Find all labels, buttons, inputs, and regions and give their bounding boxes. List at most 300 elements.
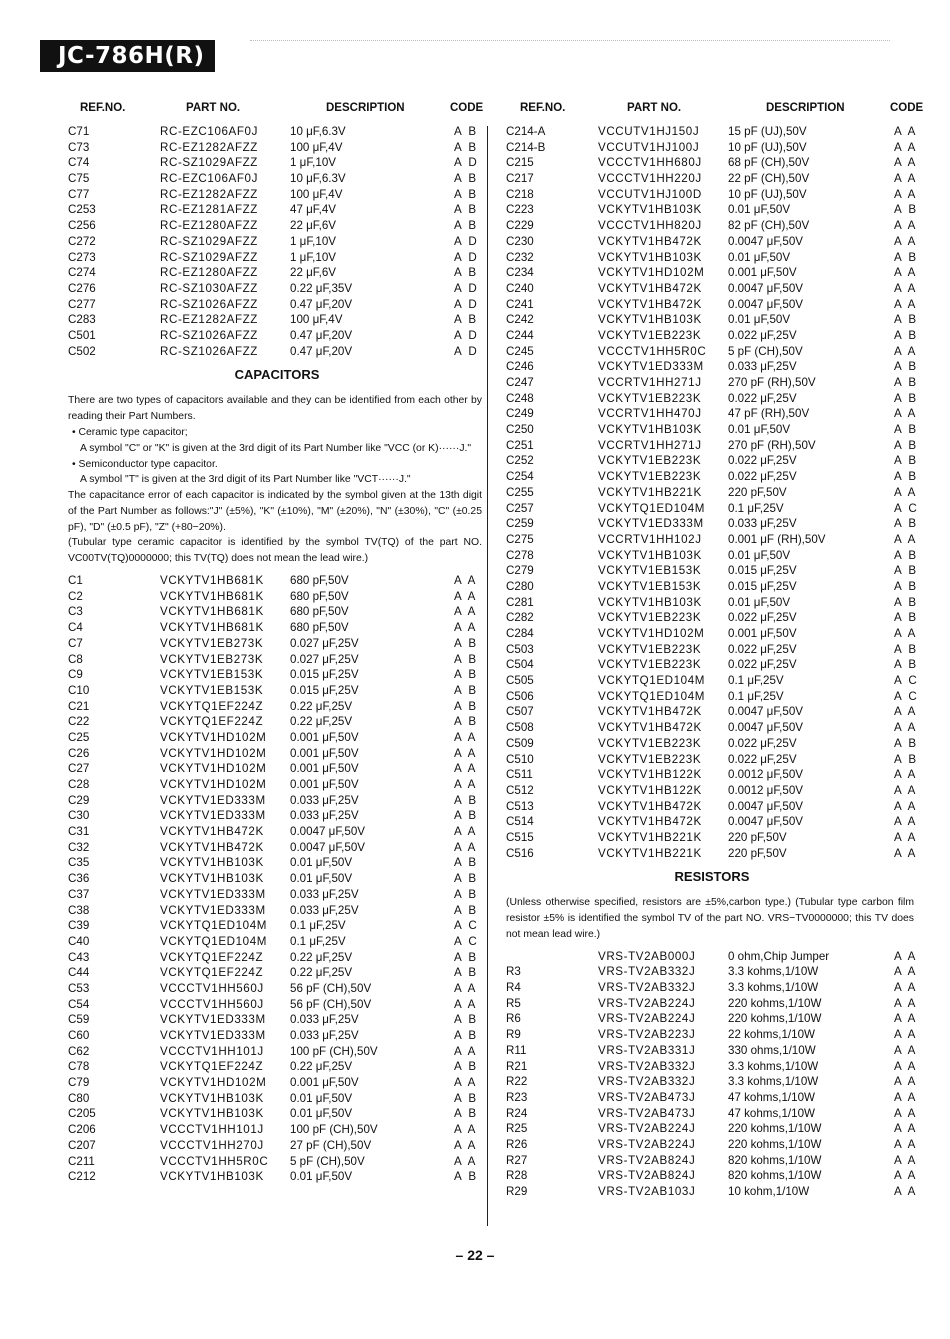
- description-cell: 0.001 μF,50V: [728, 627, 797, 640]
- header-code: CODE: [450, 102, 484, 114]
- ref-cell: C211: [68, 1154, 95, 1168]
- description-cell: 15 pF (UJ),50V: [728, 125, 807, 138]
- part-number-cell: VCKYTV1EB223K: [598, 752, 702, 766]
- part-number-cell: VCKYTV1HB472K: [598, 721, 702, 735]
- description-cell: 220 kohms,1/10W: [728, 1137, 822, 1151]
- table-row: [68, 171, 486, 187]
- part-number-cell: VCKYTV1EB223K: [598, 470, 702, 484]
- part-number-cell: VRS-TV2AB824J: [598, 1153, 696, 1167]
- part-number-cell: VCKYTV1HB221K: [598, 846, 702, 860]
- ref-cell: C241: [506, 297, 534, 311]
- description-cell: 0.0047 μF,50V: [290, 825, 366, 839]
- code-cell: A B: [454, 652, 479, 666]
- description-cell: 0.01 μF,50V: [290, 1091, 353, 1105]
- code-cell: A A: [454, 746, 478, 760]
- description-cell: 0.22 μF,25V: [290, 950, 353, 964]
- ref-cell: C217: [506, 172, 534, 186]
- table-row: [68, 1059, 486, 1075]
- code-cell: A A: [894, 485, 918, 499]
- description-cell: 0.22 μF,25V: [290, 966, 353, 980]
- description-cell: 0.0047 μF,50V: [728, 234, 804, 248]
- table-row: [68, 1106, 486, 1122]
- resistors-note: (Unless otherwise specified, resistors are ±5%,carbon type.) (Tubular type carbon film resistor ±5% is identified the symbol TV of the part NO. VRS−TV0000000; this TV does not mean lead wire.): [506, 897, 914, 940]
- part-number-cell: VCKYTV1EB223K: [598, 611, 702, 625]
- ref-cell: R29: [506, 1185, 528, 1199]
- code-cell: A A: [894, 1012, 918, 1026]
- description-cell: 0.0047 μF,50V: [728, 721, 804, 735]
- description-cell: 680 pF,50V: [290, 574, 349, 588]
- description-cell: 0.22 μF,35V: [290, 281, 353, 295]
- table-row: [506, 657, 918, 673]
- code-cell: A A: [894, 830, 918, 844]
- table-row: [506, 720, 918, 736]
- table-row: [68, 589, 486, 605]
- description-cell: 10 μF,6.3V: [290, 125, 346, 138]
- ref-cell: C25: [68, 730, 90, 744]
- part-number-cell: VRS-TV2AB824J: [598, 1169, 696, 1183]
- code-cell: A B: [454, 266, 479, 280]
- part-number-cell: RC-EZ1282AFZZ: [160, 187, 258, 201]
- code-cell: A A: [894, 219, 918, 233]
- part-number-cell: VCKYTQ1EF224Z: [160, 715, 264, 729]
- description-cell: 0.022 μF,25V: [728, 736, 797, 750]
- ref-cell: C7: [68, 636, 83, 650]
- part-number-cell: VCKYTV1EB223K: [598, 454, 702, 468]
- code-cell: A A: [894, 783, 918, 797]
- table-row: [68, 620, 486, 636]
- part-number-cell: VCKYTV1EB223K: [598, 658, 702, 672]
- ref-cell: C249: [506, 407, 534, 421]
- description-cell: 47 kohms,1/10W: [728, 1090, 815, 1104]
- code-cell: A A: [454, 762, 478, 776]
- description-cell: 0.01 μF,50V: [728, 548, 791, 562]
- code-cell: A D: [454, 328, 479, 342]
- code-cell: A B: [894, 752, 919, 766]
- ref-cell: C504: [506, 658, 534, 672]
- part-number-cell: VCKYTV1EB153K: [160, 668, 264, 682]
- description-cell: 0.0012 μF,50V: [728, 783, 804, 797]
- part-number-cell: VCKYTV1HD102M: [160, 778, 267, 792]
- ref-cell: C230: [506, 234, 534, 248]
- code-cell: A A: [894, 172, 918, 186]
- part-number-cell: VCKYTV1HD102M: [160, 762, 267, 776]
- description-cell: 0.1 μF,25V: [728, 674, 784, 688]
- description-cell: 0.0047 μF,50V: [728, 799, 804, 813]
- ref-cell: C75: [68, 172, 90, 186]
- part-number-cell: RC-SZ1029AFZZ: [160, 250, 258, 264]
- table-row: [506, 799, 918, 815]
- table-row: [506, 1027, 918, 1043]
- code-cell: A B: [454, 219, 479, 233]
- part-number-cell: VCKYTV1HB103K: [598, 548, 702, 562]
- resistor-list: [506, 949, 918, 1200]
- description-cell: 47 kohms,1/10W: [728, 1106, 815, 1120]
- capacitors-section-title: CAPACITORS: [234, 367, 320, 383]
- ref-cell: C503: [506, 642, 534, 656]
- note-line: • Semiconductor type capacitor.: [72, 458, 218, 470]
- table-row: [506, 234, 918, 250]
- description-cell: 330 ohms,1/10W: [728, 1043, 816, 1057]
- note-line: • Ceramic type capacitor;: [72, 426, 188, 438]
- ref-cell: C206: [68, 1123, 96, 1137]
- part-number-cell: VCCCTV1HH101J: [160, 1044, 264, 1058]
- part-number-cell: VCKYTV1HB681K: [160, 621, 264, 635]
- description-cell: 0.022 μF,25V: [728, 454, 797, 468]
- ref-cell: R27: [506, 1153, 528, 1167]
- part-number-cell: VCKYTV1HB122K: [598, 783, 702, 797]
- note-line: (Tubular type ceramic capacitor is identified by the symbol TV(TQ) of the part NO. VC00TV(TQ)0000000; this TV(TQ) does not mean the lead wire.): [68, 537, 482, 565]
- ref-cell: C40: [68, 934, 90, 948]
- description-cell: 0.015 μF,25V: [290, 668, 359, 682]
- description-cell: 0.015 μF,25V: [290, 683, 359, 697]
- table-row: [68, 187, 486, 203]
- part-number-cell: VCKYTV1HB103K: [160, 872, 264, 886]
- code-cell: A B: [454, 903, 479, 917]
- ref-cell: C71: [68, 125, 90, 138]
- part-number-cell: VCCCTV1HH680J: [598, 156, 702, 170]
- code-cell: A B: [454, 187, 479, 201]
- ref-cell: C30: [68, 809, 90, 823]
- table-row: [68, 652, 486, 668]
- ref-cell: C3: [68, 605, 83, 619]
- code-cell: A B: [894, 611, 919, 625]
- table-row: [506, 187, 918, 203]
- part-number-cell: VCCUTV1HJ100J: [598, 140, 700, 154]
- table-row: [506, 1011, 918, 1027]
- table-row: [506, 469, 918, 485]
- table-row: [506, 202, 918, 218]
- part-number-cell: VCCCTV1HH560J: [160, 981, 264, 995]
- table-row: [506, 250, 918, 266]
- part-number-cell: VCKYTQ1ED104M: [160, 919, 268, 933]
- part-number-cell: VRS-TV2AB332J: [598, 1059, 696, 1073]
- ref-cell: C22: [68, 715, 90, 729]
- description-cell: 0.022 μF,25V: [728, 658, 797, 672]
- code-cell: A A: [894, 281, 918, 295]
- part-number-cell: VCKYTV1EB223K: [598, 328, 702, 342]
- part-number-cell: RC-SZ1030AFZZ: [160, 281, 258, 295]
- table-row: [68, 1012, 486, 1028]
- ref-cell: C274: [68, 266, 96, 280]
- code-cell: A B: [454, 793, 479, 807]
- description-cell: 0.022 μF,25V: [728, 328, 797, 342]
- ref-cell: C223: [506, 203, 534, 217]
- ref-cell: C247: [506, 376, 534, 389]
- code-cell: A A: [894, 187, 918, 201]
- code-cell: A D: [454, 250, 479, 264]
- description-cell: 0.022 μF,25V: [728, 391, 797, 405]
- table-row: [506, 689, 918, 705]
- table-row: [506, 406, 918, 422]
- ref-cell: C229: [506, 219, 534, 233]
- description-cell: 0.01 μF,50V: [290, 856, 353, 870]
- part-number-cell: VCKYTV1ED333M: [598, 517, 704, 531]
- table-row: [68, 573, 486, 589]
- table-row: [68, 918, 486, 934]
- part-number-cell: VCCUTV1HJ100D: [598, 187, 702, 201]
- ref-cell: C250: [506, 423, 534, 437]
- code-cell: A A: [894, 344, 918, 358]
- table-row: [506, 949, 918, 965]
- table-row: [506, 996, 918, 1012]
- description-cell: 0.033 μF,25V: [290, 809, 359, 823]
- ref-cell: C59: [68, 1013, 90, 1027]
- part-number-cell: RC-SZ1029AFZZ: [160, 234, 258, 248]
- part-number-cell: VCKYTV1HB472K: [598, 799, 702, 813]
- part-number-cell: VCKYTV1HB221K: [598, 830, 702, 844]
- description-cell: 100 μF,4V: [290, 313, 343, 327]
- code-cell: A B: [894, 736, 919, 750]
- description-cell: 10 pF (UJ),50V: [728, 187, 807, 201]
- note-line: A symbol "T" is given at the 3rd digit of its Part Number like "VCT······J.": [80, 474, 411, 486]
- ref-cell: C245: [506, 344, 534, 358]
- description-cell: 0.01 μF,50V: [728, 203, 791, 217]
- part-number-cell: VCKYTV1HD102M: [160, 730, 267, 744]
- part-number-cell: VCKYTV1EB223K: [598, 391, 702, 405]
- table-row: [506, 673, 918, 689]
- part-number-cell: VCKYTV1HB103K: [598, 203, 702, 217]
- part-number-cell: VCKYTV1ED333M: [160, 1013, 266, 1027]
- part-number-cell: VCCCTV1HH820J: [598, 219, 702, 233]
- description-cell: 220 kohms,1/10W: [728, 996, 822, 1010]
- description-cell: 1 μF,10V: [290, 156, 336, 170]
- code-cell: A B: [894, 579, 919, 593]
- table-row: [68, 297, 486, 313]
- ref-cell: C255: [506, 485, 534, 499]
- description-cell: 0.47 μF,20V: [290, 328, 353, 342]
- part-number-cell: VCCRTV1HH470J: [598, 407, 702, 421]
- table-row: [68, 667, 486, 683]
- description-cell: 0.001 μF,50V: [728, 266, 797, 280]
- code-cell: A A: [454, 574, 478, 588]
- description-cell: 0.022 μF,25V: [728, 611, 797, 625]
- ref-cell: C10: [68, 683, 90, 697]
- table-row: [68, 777, 486, 793]
- table-row: [68, 1169, 486, 1185]
- ref-cell: R26: [506, 1137, 528, 1151]
- note-line: The capacitance error of each capacitor is indicated by the symbol given at the 13th digit of the Part Number as follows:"J" (±5%), "K" (±10%), "M" (±20%), "N" (±30%), "C" (±0.25 pF), "D" (±0.5 pF), "Z" (+80−20%).: [68, 490, 482, 533]
- code-cell: A B: [894, 517, 919, 531]
- description-cell: 22 kohms,1/10W: [728, 1028, 815, 1042]
- ref-cell: C207: [68, 1138, 96, 1152]
- capacitors-note: [68, 391, 486, 573]
- ref-cell: C44: [68, 966, 90, 980]
- header-ref: REF.NO.: [520, 102, 566, 114]
- header-code: CODE: [890, 102, 924, 114]
- table-row: [68, 1044, 486, 1060]
- right-column: [506, 100, 924, 1200]
- part-number-cell: VCCCTV1HH220J: [598, 172, 702, 186]
- description-cell: 0.022 μF,25V: [728, 752, 797, 766]
- ref-cell: C43: [68, 950, 90, 964]
- left-column: [68, 100, 486, 1185]
- part-number-cell: RC-EZ1282AFZZ: [160, 140, 258, 154]
- description-cell: 0.22 μF,25V: [290, 715, 353, 729]
- header-desc: DESCRIPTION: [326, 102, 405, 114]
- part-number-cell: VRS-TV2AB223J: [598, 1028, 696, 1042]
- table-row: [506, 453, 918, 469]
- header-part: PART NO.: [627, 102, 682, 114]
- code-cell: A A: [894, 1106, 918, 1120]
- table-row: [506, 964, 918, 980]
- part-number-cell: VCKYTV1EB153K: [598, 579, 702, 593]
- ref-cell: C257: [506, 501, 534, 515]
- table-row: [68, 604, 486, 620]
- part-number-cell: VCCUTV1HJ150J: [598, 125, 700, 138]
- description-cell: 0.022 μF,25V: [728, 642, 797, 656]
- table-row: [506, 124, 918, 140]
- part-number-cell: VCCRTV1HH271J: [598, 376, 702, 389]
- part-number-cell: VCKYTV1HD102M: [160, 746, 267, 760]
- ref-cell: C73: [68, 140, 90, 154]
- part-number-cell: VCCCTV1HH101J: [160, 1123, 264, 1137]
- part-number-cell: VCKYTQ1EF224Z: [160, 1060, 264, 1074]
- part-number-cell: VCKYTV1HB472K: [160, 825, 264, 839]
- table-row: [68, 1091, 486, 1107]
- code-cell: A A: [894, 266, 918, 280]
- part-number-cell: VRS-TV2AB224J: [598, 1012, 696, 1026]
- description-cell: 0.47 μF,20V: [290, 297, 353, 311]
- code-cell: A A: [894, 1075, 918, 1089]
- code-cell: A B: [454, 636, 479, 650]
- part-number-cell: RC-EZ1280AFZZ: [160, 219, 258, 233]
- table-row: [506, 297, 918, 313]
- part-number-cell: VCKYTV1HB103K: [598, 250, 702, 264]
- code-cell: A B: [454, 809, 479, 823]
- code-cell: A A: [894, 846, 918, 860]
- code-cell: A B: [454, 699, 479, 713]
- table-row: [68, 124, 486, 140]
- ref-cell: R4: [506, 981, 521, 995]
- ref-cell: R5: [506, 996, 521, 1010]
- code-cell: A A: [894, 1185, 918, 1199]
- code-cell: A A: [894, 705, 918, 719]
- ref-cell: C27: [68, 762, 90, 776]
- description-cell: 3.3 kohms,1/10W: [728, 1075, 819, 1089]
- ref-cell: C281: [506, 595, 534, 609]
- part-number-cell: VCCCTV1HH5R0C: [160, 1154, 269, 1168]
- table-row: [506, 1121, 918, 1137]
- code-cell: A B: [894, 203, 919, 217]
- part-number-cell: RC-EZ1280AFZZ: [160, 266, 258, 280]
- table-row: [68, 903, 486, 919]
- description-cell: 22 pF (CH),50V: [728, 172, 810, 186]
- code-cell: A B: [454, 683, 479, 697]
- code-cell: A A: [894, 1137, 918, 1151]
- table-row: [68, 855, 486, 871]
- ref-cell: C505: [506, 674, 534, 688]
- code-cell: A A: [894, 721, 918, 735]
- ref-cell: R6: [506, 1012, 521, 1026]
- code-cell: A A: [454, 778, 478, 792]
- table-row: [68, 155, 486, 171]
- code-cell: A A: [894, 949, 918, 963]
- code-cell: A B: [894, 595, 919, 609]
- ref-cell: C513: [506, 799, 534, 813]
- ref-cell: C62: [68, 1044, 90, 1058]
- description-cell: 0.033 μF,25V: [728, 517, 797, 531]
- ref-cell: C74: [68, 156, 90, 170]
- description-cell: 27 pF (CH),50V: [290, 1138, 372, 1152]
- ref-cell: C512: [506, 783, 534, 797]
- table-row: [506, 1074, 918, 1090]
- part-number-cell: VCKYTV1ED333M: [160, 903, 266, 917]
- part-number-cell: VCKYTQ1ED104M: [160, 934, 268, 948]
- part-number-cell: VRS-TV2AB000J: [598, 949, 696, 963]
- description-cell: 5 pF (CH),50V: [728, 344, 803, 358]
- table-row: [68, 997, 486, 1013]
- table-row: [68, 281, 486, 297]
- part-number-cell: VRS-TV2AB224J: [598, 1122, 696, 1136]
- description-cell: 0.001 μF,50V: [290, 730, 359, 744]
- description-cell: 820 kohms,1/10W: [728, 1153, 822, 1167]
- ref-cell: C37: [68, 887, 90, 901]
- table-row: [68, 1138, 486, 1154]
- table-row: [506, 767, 918, 783]
- description-cell: 82 pF (CH),50V: [728, 219, 810, 233]
- table-row: [68, 934, 486, 950]
- ref-cell: C39: [68, 919, 90, 933]
- header-desc: DESCRIPTION: [766, 102, 845, 114]
- table-row: [68, 140, 486, 156]
- ref-cell: C32: [68, 840, 90, 854]
- description-cell: 0.001 μF,50V: [290, 762, 359, 776]
- ref-cell: C218: [506, 187, 534, 201]
- table-row: [506, 422, 918, 438]
- ref-cell: C506: [506, 689, 534, 703]
- part-number-cell: VCKYTQ1ED104M: [598, 674, 706, 688]
- table-row: [68, 965, 486, 981]
- description-cell: 0.033 μF,25V: [290, 1029, 359, 1043]
- table-row: [506, 1184, 918, 1200]
- table-row: [506, 391, 918, 407]
- ref-cell: C242: [506, 313, 534, 327]
- description-cell: 220 pF,50V: [728, 830, 787, 844]
- ref-cell: R23: [506, 1090, 528, 1104]
- ref-cell: C38: [68, 903, 90, 917]
- table-row: [506, 171, 918, 187]
- description-cell: 0.001 μF,50V: [290, 1076, 359, 1090]
- description-cell: 680 pF,50V: [290, 621, 349, 635]
- table-row: [506, 344, 918, 360]
- description-cell: 1 μF,10V: [290, 234, 336, 248]
- ref-cell: C515: [506, 830, 534, 844]
- ref-cell: C507: [506, 705, 534, 719]
- part-number-cell: VCKYTV1HB472K: [598, 234, 702, 248]
- ref-cell: C234: [506, 266, 534, 280]
- table-row: [506, 281, 918, 297]
- code-cell: A A: [454, 1123, 478, 1137]
- part-number-cell: VCKYTQ1EF224Z: [160, 950, 264, 964]
- table-row: [68, 840, 486, 856]
- part-number-cell: VCKYTV1HB103K: [598, 595, 702, 609]
- part-number-cell: VCKYTV1EB153K: [598, 564, 702, 578]
- ref-cell: C510: [506, 752, 534, 766]
- table-row: [506, 980, 918, 996]
- ref-cell: C244: [506, 328, 534, 342]
- description-cell: 0.0012 μF,50V: [728, 768, 804, 782]
- ref-cell: C21: [68, 699, 90, 713]
- description-cell: 0.0047 μF,50V: [728, 815, 804, 829]
- table-row: [506, 563, 918, 579]
- ref-cell: C278: [506, 548, 534, 562]
- table-row: [506, 312, 918, 328]
- ref-cell: C502: [68, 344, 96, 358]
- ref-cell: C277: [68, 297, 96, 311]
- table-row: [506, 1090, 918, 1106]
- capacitor-list: [68, 573, 486, 1185]
- table-row: [506, 579, 918, 595]
